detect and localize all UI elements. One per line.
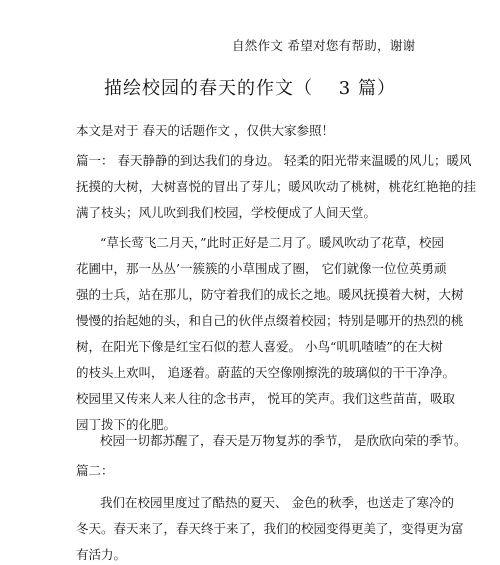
paragraph-line: 满了枝头；风儿吹到我们校园，学校便成了人间天堂。 (76, 205, 377, 220)
paragraph-line: 冬天。春天来了，春天终于来了，我们的校园变得更美了，变得更为富 (76, 521, 464, 536)
paragraph-line: 篇一： 春天静静的到达我们的身边。 轻柔的阳光带来温暖的风儿；暖风 (76, 153, 472, 168)
paragraph-line: 慢慢的抬起她的头，和自己的伙伴点缀着校园；特别是哪开的热烈的桃 (76, 313, 464, 328)
paragraph-line: 有活力。 (76, 547, 127, 562)
paragraph-line: 园丁拨下的化肥。 (76, 417, 177, 432)
intro-text: 本文是对于 春天的话题作文 ，仅供大家参照！ (76, 123, 334, 138)
paragraph-line: 我们在校园里度过了酷热的夏天、 金色的秋季，也送走了寒冷的 (100, 495, 454, 510)
paragraph-line: 校园里又传来人来人往的念书声， 悦耳的笑声。我们这些苗苗，吸取 (76, 391, 455, 406)
header-note: 自然作文 希望对您有帮助，谢谢 (232, 38, 416, 53)
section-heading (76, 458, 436, 484)
paragraph-5 (76, 490, 464, 565)
paragraph-line: 抚摸的大树，大树喜悦的冒出了芽儿；暖风吹动了桃树，桃花红艳艳的挂 (76, 179, 477, 194)
paragraph-line: 校园一切都苏醒了，春天是万物复苏的季节， 是欣欣向荣的季节。 (100, 433, 467, 448)
paragraph-line: 花圃中，那一丛丛’一簇簇的小草围成了圈， 它们就像一位位英勇顽 (76, 261, 447, 276)
paragraph-2 (76, 230, 464, 438)
paragraph-line: 的枝头上欢叫， 追逐着。蔚蓝的天空像刚擦洗的玻璃似的干干净净。 (76, 365, 455, 380)
paragraph-line: 强的士兵，站在那儿，防守着我们的成长之地。暖风抚摸着大树，大树 (76, 287, 464, 302)
paragraph-3 (76, 428, 467, 454)
paragraph-1 (76, 148, 477, 226)
paragraph-line: “草长莺飞二月天，”此时正好是二月了。暖风吹动了花草，校园 (100, 235, 445, 250)
document-title: 描绘校园的春天的作文（ 3 篇） (104, 78, 396, 99)
paragraph-line: 树，在阳光下像是红宝石似的惹人喜爱。 小鸟“叽叽喳喳”的在大树 (76, 339, 443, 354)
paragraph-line: 篇二： (76, 463, 114, 478)
